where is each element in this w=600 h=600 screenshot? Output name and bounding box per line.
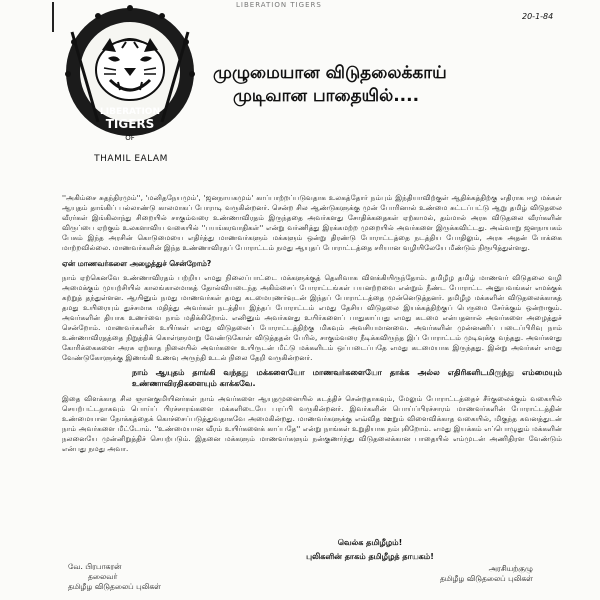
document-body — [62, 193, 562, 458]
title-line-1: முழுமையான விடுதலைக்காய் — [213, 63, 447, 83]
signature-committee-org: தமிழீழ விடுதலைப் புலிகள் — [440, 574, 533, 583]
slogan-block — [190, 538, 550, 562]
emphasis-statement: நாம் ஆயுதம் தாங்கி வந்தது மக்களையோ மாணவர்களையோ தாக்க அல்ல எதிரிகளிடமிருந்து எம்மையும் உண்ணாவிரதிகளையும் காக்கவே. — [132, 368, 562, 388]
slogan-line-2: புலிகளின் தாகம் தமிழீழத் தாயகம்! — [306, 552, 434, 561]
signature-leader — [68, 562, 161, 592]
header-org-text: LIBERATION TIGERS — [236, 1, 322, 9]
emblem-caption: THAMIL EALAM — [94, 154, 168, 164]
ltte-emblem — [58, 2, 202, 168]
tiger-emblem-icon — [58, 2, 202, 168]
body-paragraph-3: இதை விளக்காத சில ஞானகுமியினர்கள் நாம் அவர்களை ஆயுதமுனையில் கடத்திச் சென்றதாகவும், மேலும் போராட்டத்தைச் சீர்குலைக்கும் வகையில் செயற்பட்டதாகவும் பொய்ப் பிரச்சாரங்களை மக்களிடையே பரப்பி வருகின்றனர். இவர்களின் பொய்ப்பிரச்சாரம் மாணவர்களின் போராட்டத்தின் உண்மையான நோக்கத்தைக் கொச்சைப்படுத்துவதாகவே அமைகின்றது. மாணவர்களுக்கு எவ்வித ஊறும் விளைவிக்காத வகையில், மிகுந்த கவனத்துடன் நாம் அவர்களை மீட்டோம். ''உண்மையான வீரம் உயிர்களைக் காப்பதே'' என்று நாங்கள் உறுதியாக நம்புகிறோம். எமது இயக்கம் எப்பொழுதும் மக்களின் நலனையே முன்னிறுத்திச் செயற்படும். இதனை மக்களும் மாணவர்களும் நன்குணர்ந்து விடுதலைக்கான பாதையில் எம்முடன் அணிதிரள வேண்டும் என்பது நமது அவா. — [62, 394, 562, 453]
emblem-caption-tigers: TIGERS — [105, 117, 155, 131]
signature-committee — [440, 564, 533, 584]
section-heading: ஏன் மாணவர்களை அழைத்துச் சென்றோம்? — [62, 259, 212, 268]
body-paragraph-1: ''அகிம்சை சுதந்திரமும்'', 'மனிதநேயமும்', 'ஜனநாயகமும்' காப்பாற்றப்படுவதாக உலகத்தோர் நம்பும் இந்தியாவிற்குள் ஆதிக்கத்திற்கு எதிராக ஈழ மக்கள் ஆயுதம் தாங்கிப் பல்லாண்டு காலமாகப் போராடி வருகின்றனர். சென்ற சில ஆண்டுகளுக்கு முன் போரினால் உண்மை சுட்டப்பட்டு ஆறு தமிழ் விடுதலை வீரர்கள் இங்கிலாந்து சிறையில் சாகும்வரை உண்ணாவிரதம் இருந்ததை அவர்களது சோதிக்கதைகள் ஏற்காமல், தம்மால் அரசு விடுதலை வீரர்களின் விருப்பை ஏற்கும் உலகளாவிய வகையில் ''பயங்கரவாதிகள்'' என்று வர்ணித்து இரக்கமற்ற முறையில் அவர்களை இருக்கவிட்டது. அவ்வாறு ஜனநாயகம் பேசும் இந்த அரசின் கொடுமையை எதிர்த்து மாணவர்களும் மக்களும் ஒன்று திரண்டு போராட்டத்தை நடத்திய போதிலும், அரசு அதன் போக்கை மாற்றவில்லை. மாணவர்களின் இந்த உண்ணாவிரதப் போராட்டம் நமது ஆயுதப் போராட்டத்தை சரியான வழியிலேயே மீண்டும் நிரூபித்துள்ளது. — [62, 193, 562, 252]
body-paragraph-2: நாம் ஏற்கெனவே உண்ணாவிரதம் பற்றிய எமது நிலைப்பாட்டை மக்களுக்குத் தெளிவாக விளக்கியிருந்தோம். தமிழீழ தமிழ் மாணவர் விடுதலை வழி அமைக்கும் முயற்சியில் காலங்காலமாகத் தோல்வியடைந்த அகிம்சைப் போராட்டங்கள் பயனற்றவை என்றும் நீண்ட போராட்ட அனுபவங்கள் எமக்குக் கற்றுத் தந்துள்ளன. ஆயினும் நமது மாணவர்கள் தமது கடமையுணர்வுடன் இந்தப் போராட்டத்தை முன்னெடுத்தனர். தமிழீழ மக்களின் விடுதலைக்காகத் தமது உயிரையும் துச்சமாக மதித்து அவர்கள் நடத்திய இந்தப் போராட்டம் எமது தேசிய விடுதலை இயக்கத்திற்குப் பெருமை சேர்க்கும் ஒன்றாகும். அவர்களின் தியாக உணர்வை நாம் மதிக்கிறோம். எனினும் அவர்களது உயிர்களைப் பாதுகாப்பது எமது கடமை என்பதனால் அவர்களை அழைத்துச் சென்றோம். மாணவர்களின் உயிர்கள் எமது விடுதலைப் போராட்டத்திற்கு மிகவும் அவசியமானவை. அவர்களின் முன்னணிப் படைப்பிரிவு நாம் உண்ணாவிரதத்தை நிறுத்திக் கொள்ளுமாறு வேண்டுகோள் விடுத்ததன் பேரில், சாகும்வரை நீடிக்கவிருந்த இப் போராட்டம் முடிவுக்கு வந்தது. அவர்களது கோரிக்கைகளை அரசு ஏற்காத நிலையில் அவர்களை உயிருடன் மீட்டு மக்களிடம் ஒப்படைப்பதே எமது கடமையாக இருந்தது. இன்று அவர்கள் எமது வேண்டுகோளுக்கு இணங்கி உணவு அருந்தி உடல் நிலை தேறி வருகின்றனர். — [62, 273, 562, 362]
signature-committee-name: அரசியற்குழு — [488, 564, 533, 573]
signature-leader-org: தமிழீழ விடுதலைப் புலிகள் — [68, 582, 161, 591]
document-title — [213, 62, 553, 108]
slogan-line-1: வெல்க தமிழீழம்! — [337, 538, 403, 547]
title-line-2: முடிவான பாதையில்.... — [233, 86, 420, 106]
margin-rule — [52, 2, 54, 32]
emblem-caption-liberation: LIBERATION — [100, 107, 160, 117]
signature-leader-name: வே. பிரபாகரன் — [68, 562, 122, 571]
signature-leader-role: தலைவர் — [88, 572, 118, 581]
emblem-caption-of: OF — [125, 134, 135, 142]
document-date: 20-1-84 — [522, 12, 554, 21]
